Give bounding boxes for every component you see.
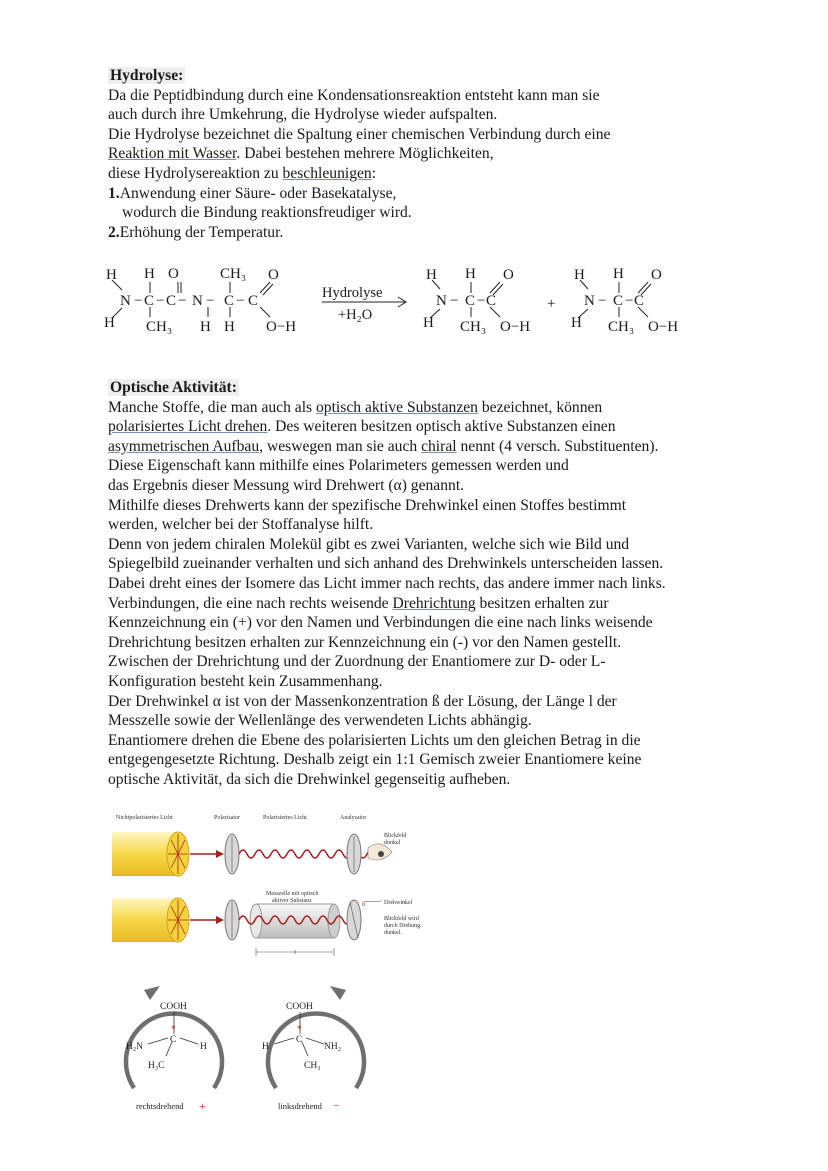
bond-label: − xyxy=(598,293,607,309)
group-label: O−H xyxy=(266,319,297,335)
group-cooh: COOH xyxy=(160,1002,187,1012)
atom-label: H xyxy=(106,267,117,283)
text-line: diese Hydrolysereaktion zu beschleunigen: xyxy=(108,164,377,182)
text-line: Dabei dreht eines der Isomere das Licht immer nach rechts, das andere immer nach links. xyxy=(108,574,666,592)
label-levorotatory: linksdrehend xyxy=(278,1101,322,1111)
text-line: Diese Eigenschaft kann mithilfe eines Polarimeters gemessen werden und xyxy=(108,457,569,475)
atom-label: H xyxy=(423,315,434,331)
atom-label: C xyxy=(248,293,259,309)
text-line: Zwischen der Drehrichtung und der Zuordnung der Enantiomere zur D- oder L- xyxy=(108,653,606,671)
hydrolyse-section xyxy=(108,66,748,242)
cell-length-marker xyxy=(256,948,334,956)
text-line: Die Hydrolyse bezeichnet die Spaltung einer chemischen Verbindung durch eine xyxy=(108,125,611,143)
bond-label: − xyxy=(625,293,634,309)
text-line: Der Drehwinkel α ist von der Massenkonzentration ß der Lösung, der Länge l der xyxy=(108,692,617,710)
label-measuring-cell: aktiver Substanz xyxy=(272,898,312,904)
atom-label: N xyxy=(120,293,131,309)
sign-minus: − xyxy=(333,1100,340,1112)
atom-label: C xyxy=(613,293,624,309)
label-field-rotated: dunkel. xyxy=(384,930,402,936)
text-line: polarisiertes Licht drehen. Des weiteren besitzen optisch aktive Substanzen einen xyxy=(108,418,616,436)
optical-activity-section xyxy=(108,378,748,789)
atom-label: C xyxy=(166,293,177,309)
bond-label: − xyxy=(450,293,459,309)
atom-hydrogen: H xyxy=(262,1042,269,1052)
atom-label: C xyxy=(465,293,476,309)
label-polarizer: Polarisator xyxy=(214,815,240,821)
atom-label: C xyxy=(486,293,497,309)
arrow-label-bottom: +H₂O xyxy=(338,307,373,323)
group-label: O−H xyxy=(500,319,531,335)
atom-label: O xyxy=(268,267,279,283)
group-label: O−H xyxy=(648,319,679,335)
analyzer-top xyxy=(347,834,361,874)
bond-label: − xyxy=(477,293,486,309)
label-alpha: α xyxy=(362,902,366,908)
analyzer-bottom xyxy=(347,900,361,940)
sign-plus: + xyxy=(199,1099,206,1113)
label-rotation-angle: Drehwinkel xyxy=(384,900,413,906)
text-line: Denn von jedem chiralen Molekül gibt es zwei Varianten, welche sich wie Bild und xyxy=(108,535,630,553)
group-amino: H₂N xyxy=(126,1042,144,1052)
label-field-rotated: durch Drehung xyxy=(384,923,421,929)
text-line: Verbindungen, die eine nach rechts weisende Drehrichtung besitzen erhalten zur xyxy=(108,594,609,612)
text-line: das Ergebnis dieser Messung wird Drehwert (α) genannt. xyxy=(108,476,465,494)
bond-label: − xyxy=(178,293,187,309)
text-line: Drehrichtung besitzen erhalten zur Kennzeichnung ein (-) vor den Namen gestellt. xyxy=(108,633,622,651)
atom-label: O xyxy=(168,266,179,282)
label-polarized-light: Polarisiertes Licht xyxy=(263,815,307,821)
bond-label: − xyxy=(206,293,215,309)
atom-label: N xyxy=(584,293,595,309)
text-line: Spiegelbild zueinander verhalten und sich anhand des Drehwinkels unterscheiden lassen. xyxy=(108,555,664,573)
chiral-center-star-icon: * xyxy=(297,1025,302,1035)
polarizer-bottom xyxy=(225,900,239,940)
label-unpolarized-light: Nichtpolarisiertes Licht xyxy=(116,815,173,821)
enantiomer-diagram xyxy=(104,978,374,1118)
atom-hydrogen: H xyxy=(200,1042,207,1052)
atom-label: O xyxy=(503,267,514,283)
group-cooh: COOH xyxy=(286,1002,313,1012)
group-amino: NH₂ xyxy=(324,1042,342,1052)
text-line: asymmetrischen Aufbau, weswegen man sie auch chiral nennt (4 versch. Substituenten). xyxy=(108,437,659,455)
label-dextrorotatory: rechtsdrehend xyxy=(136,1101,184,1111)
label-field-rotated: Blickfeld wird xyxy=(384,916,419,922)
atom-label: C xyxy=(224,293,235,309)
chiral-carbon: C xyxy=(170,1035,177,1045)
atom-label: H xyxy=(104,315,115,331)
bond-label: − xyxy=(156,293,165,309)
bond-label: − xyxy=(236,293,245,309)
label-field-dark: dunkel xyxy=(384,840,401,846)
atom-label: H xyxy=(465,266,476,282)
text-line: optische Aktivität, da sich die Drehwinkel gegenseitig aufheben. xyxy=(108,770,511,788)
atom-label: N xyxy=(192,293,203,309)
atom-label: H xyxy=(426,267,437,283)
optical-activity-heading: Optische Aktivität: xyxy=(110,379,237,396)
rotation-arrow-counterclockwise-icon xyxy=(268,986,364,1088)
group-label: CH₃ xyxy=(146,319,173,335)
text-line: Konfiguration besteht kein Zusammenhang. xyxy=(108,672,383,690)
text-line: werden, welcher bei der Stoffanalyse hilft. xyxy=(108,516,374,534)
atom-label: C xyxy=(634,293,645,309)
polarizer-top xyxy=(225,834,239,874)
text-line: Manche Stoffe, die man auch als optisch aktive Substanzen bezeichnet, können xyxy=(108,398,603,416)
atom-label: H xyxy=(224,319,235,335)
light-source-bottom xyxy=(112,898,189,942)
text-line: Mithilfe dieses Drehwerts kann der spezifische Drehwinkel einen Stoffes bestimmt xyxy=(108,496,627,514)
text-line: Kennzeichnung ein (+) vor den Namen und Verbindungen die eine nach links weisende xyxy=(108,614,653,632)
light-source-top xyxy=(112,832,189,876)
arrow-label-top: Hydrolyse xyxy=(322,285,383,301)
atom-label: C xyxy=(144,293,155,309)
atom-label: H xyxy=(574,267,585,283)
plus-sign: + xyxy=(547,296,556,312)
text-line: Reaktion mit Wasser. Dabei bestehen mehrere Möglichkeiten, xyxy=(108,145,494,163)
label-measuring-cell: Messzelle mit optisch xyxy=(266,891,319,897)
label-analyzer: Analysator xyxy=(340,815,367,821)
atom-label: H xyxy=(571,315,582,331)
group-methyl: CH₃ xyxy=(304,1061,321,1071)
hydrolyse-heading: Hydrolyse: xyxy=(110,67,184,84)
atom-label: H xyxy=(200,319,211,335)
label-field-dark: Blickfeld xyxy=(384,833,407,839)
text-line: entgegengesetzte Richtung. Deshalb zeigt ein 1:1 Gemisch zweier Enantiomere keine xyxy=(108,751,642,769)
text-line: Da die Peptidbindung durch eine Kondensationsreaktion entsteht kann man sie xyxy=(108,86,600,104)
group-label: CH₃ xyxy=(460,319,487,335)
text-line: Messzelle sowie der Wellenlänge des verwendeten Lichts abhängig. xyxy=(108,712,532,730)
group-label: CH₃ xyxy=(220,266,247,282)
list-item-1: 1.Anwendung einer Säure- oder Basekatalyse, xyxy=(108,184,397,202)
chiral-carbon: C xyxy=(296,1035,303,1045)
list-item-1-continued: wodurch die Bindung reaktionsfreudiger wird. xyxy=(122,204,412,222)
text-line: Enantiomere drehen die Ebene des polarisierten Lichts um den gleichen Betrag in die xyxy=(108,731,641,749)
group-methyl: H₃C xyxy=(148,1061,165,1071)
group-label: CH₃ xyxy=(608,319,635,335)
polarimeter-diagram xyxy=(106,806,426,966)
atom-label: H xyxy=(144,266,155,282)
chiral-center-star-icon: * xyxy=(171,1025,176,1035)
atom-label: H xyxy=(613,266,624,282)
atom-label: O xyxy=(651,267,662,283)
text-line: auch durch ihre Umkehrung, die Hydrolyse wieder aufspalten. xyxy=(108,106,498,124)
atom-label: N xyxy=(436,293,447,309)
list-item-2: 2.Erhöhung der Temperatur. xyxy=(108,223,284,241)
bond-label: − xyxy=(134,293,143,309)
hydrolysis-reaction-scheme xyxy=(100,262,720,342)
